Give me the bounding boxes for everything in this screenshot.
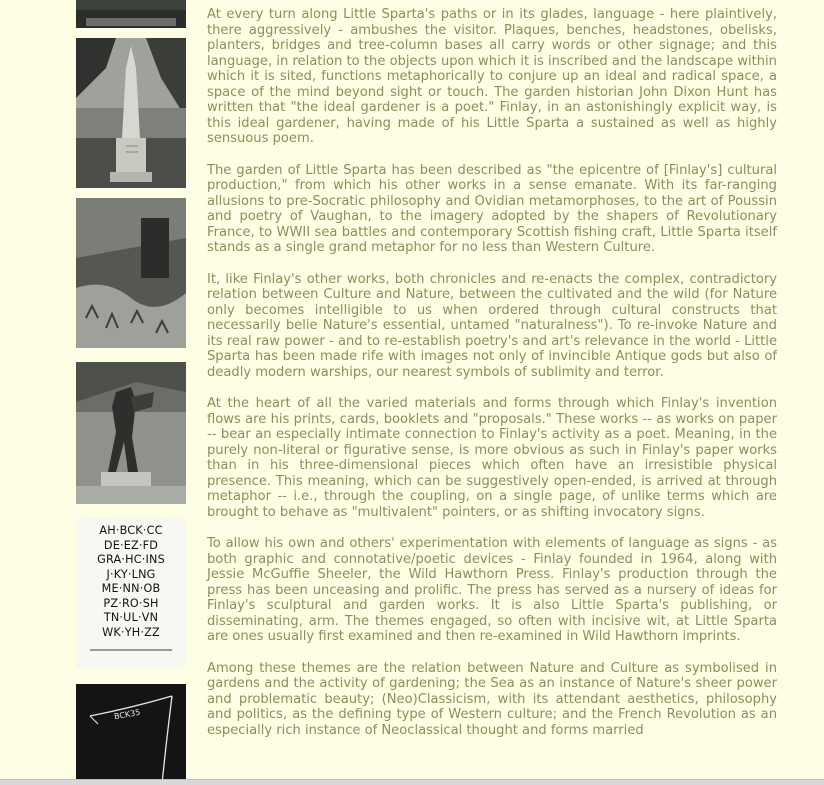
print-caption-line [90, 649, 172, 651]
print-letters-card [76, 518, 186, 668]
paragraph: At every turn along Little Sparta's paths or in its glades, language - here plaintively, there aggressively - ambushes the visitor. Plaques, benches, headstones, obelisks, planters, bridges and tree-column bases all carry words or other signage; and this language, in relation to the objects upon which it is inscribed and the landscape within which it is sited, functions metaphorically to conjure up an ideal and radical space, a space of the mind beyond sight or touch. The garden historian John Dixon Hunt has written that "the ideal gardener is a poet." Finlay, in an astonishingly explicit way, is this ideal gardener, having made of his Little Sparta a sustained as well as highly sensuous poem. [207, 7, 777, 146]
print-letters-line: PZ·RO·SH [103, 596, 159, 610]
print-letters-line: J·KY·LNG [106, 567, 156, 581]
paragraph: The garden of Little Sparta has been described as "the epicentre of [Finlay's] cultural production," from which his other works in a sense emanate. With its far-ranging allusions to pre-Socratic philosophy and Ovidian metamorphoses, to the art of Poussin and poetry of Vaughan, to the imagery adopted by the shapers of Revolutionary France, to WWII sea battles and contemporary Scottish fishing craft, Little Sparta itself stands as a single grand metaphor for no less than Western Culture. [207, 162, 777, 255]
photo-bronze-statue [76, 362, 186, 504]
horizontal-scrollbar[interactable] [0, 779, 824, 785]
print-letters-line: TN·UL·VN [103, 611, 159, 624]
photo-stone-tablet [76, 198, 186, 348]
print-letters-line: ME·NN·OB [101, 582, 161, 595]
paragraph: Among these themes are the relation between Nature and Culture as symbolised in gardens and the activity of gardening; the Sea as an instance of Nature's sheer power and problematic beauty; (Neo)Classicism, with its attendant aesthetics, philosophy and politics, as the defining type of Western culture; and the French Revolution as an especially rich instance of Neoclassical thought and forms married [207, 660, 777, 738]
paragraph: It, like Finlay's other works, both chronicles and re-enacts the complex, contradictory relation between Culture and Nature, between the cultivated and the wild (for Nature only becomes intelligible to us when ordered through cultural constructs that necessarily belie Nature's essential, untamed "naturalness"). To re-invoke Nature and its real raw power - and to re-establish poetry's and art's relevance in the world - Little Sparta has been made rife with images not only of invincible Antique gods but also of deadly modern warships, our nearest symbols of sublimity and terror. [207, 271, 777, 380]
print-letters [76, 524, 186, 640]
paragraph: At the heart of all the varied materials and forms through which Finlay's invention flows are his prints, cards, booklets and "proposals." These works -- as works on paper -- bear an especially intimate connection to Finlay's activity as a poet. Meaning, in the purely non-literal or figurative sense, is more obvious as such in Finlay's paper works than in his three-dimensional pieces which often have an irresistible physical presence. This meaning, which can be suggestively open-ended, is arrived at through metaphor -- i.e., through the coupling, on a single page, of unlike terms which are brought to behave as "multivalent" pointers, or as shifting invocatory signs. [207, 396, 777, 520]
print-letters-line: WK·YH·ZZ [102, 625, 160, 639]
paragraph: To allow his own and others' experimentation with elements of language as signs - as both graphic and connotative/poetic devices - Finlay founded in 1964, along with Jessie McGuffie Sheeler, the Wild Hawthorn Press. Finlay's production through the press has been unceasing and prolific. The press has served as a nursery of ideas for Finlay's sculptural and garden works. It is also Little Sparta's publishing, or disseminating, arm. The themes engaged, so often with incisive wit, at Little Sparta are ones usually first examined and then re-examined in Wild Hawthorn imprints. [207, 536, 777, 644]
photo-obelisk [76, 38, 186, 188]
article-body [207, 7, 777, 754]
print-letters-line: GRA·HC·INS [97, 553, 165, 566]
print-boat-card [76, 684, 186, 784]
photo-garden-top [76, 0, 186, 28]
boat-print-label: BCK35 [113, 707, 141, 722]
print-letters-line: AH·BCK·CC [99, 524, 163, 537]
print-letters-line: DE·EZ·FD [103, 538, 159, 552]
